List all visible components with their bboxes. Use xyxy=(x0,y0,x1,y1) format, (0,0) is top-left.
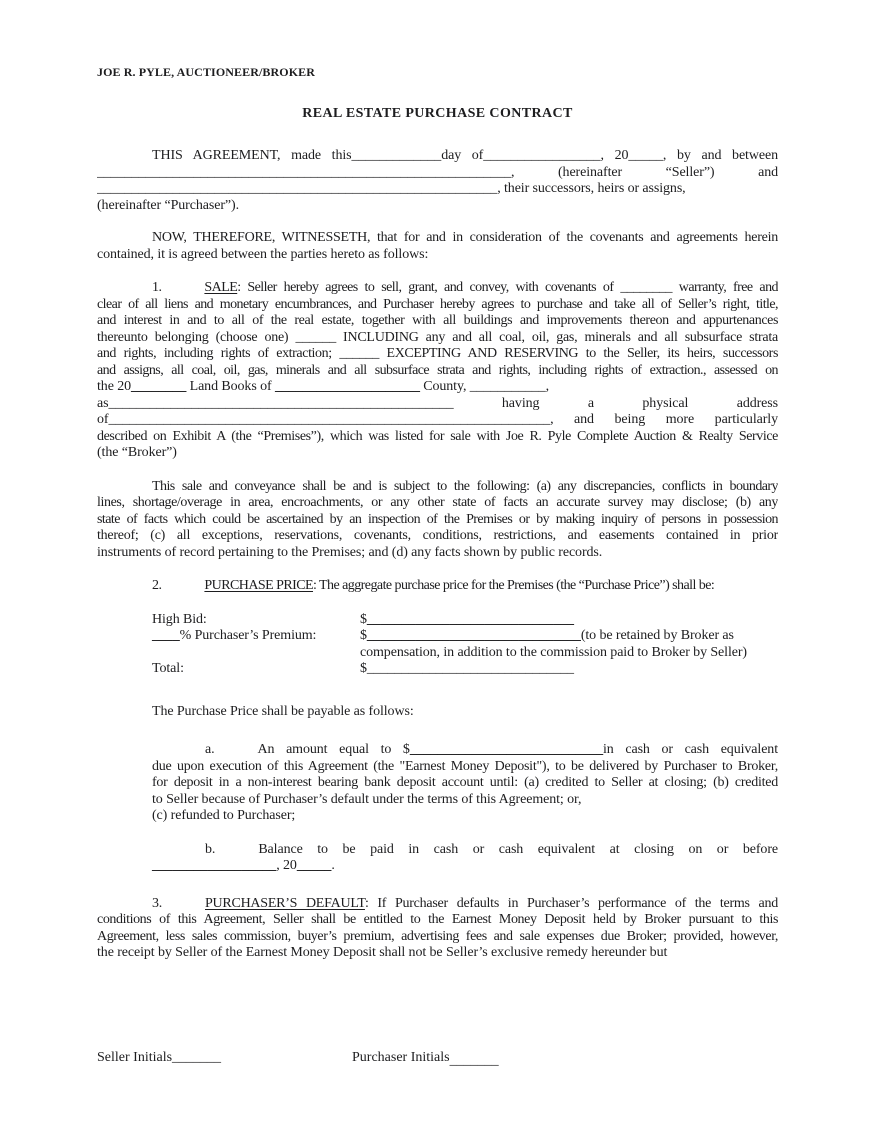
earnest-money-blank-field: ____________________________ xyxy=(409,742,604,757)
subject-line-3: state of facts which could be ascertained by an inspection of the Premises or by making inquiry of persons in possession xyxy=(97,511,778,527)
purchaser-initials-label: Purchaser Initials xyxy=(352,1050,450,1065)
closing-year-blank-field: _____ xyxy=(296,858,332,873)
high-bid-label: High Bid: xyxy=(152,611,207,627)
item-b xyxy=(97,842,778,875)
section1-line-9: of________________________________________________________________, and being more particularly xyxy=(97,412,778,427)
section3-text: : If Purchaser defaults in Purchaser’s performance of the terms and xyxy=(364,895,778,911)
high-bid-row xyxy=(97,612,778,629)
payable-text: The Purchase Price shall be payable as follows: xyxy=(152,703,414,719)
item-a xyxy=(97,742,778,825)
section1-line-1 xyxy=(97,280,778,297)
document-title: REAL ESTATE PURCHASE CONTRACT xyxy=(302,105,573,121)
subject-line-5: instruments of record pertaining to the Premises; and (d) any facts shown by public records. xyxy=(97,544,603,560)
subject-line-1 xyxy=(97,479,778,496)
section1-line-2: clear of all liens and monetary encumbrances, and Purchaser hereby agrees to purchase and take all of Seller’s right, title, xyxy=(97,296,778,312)
item-b-line-1 xyxy=(97,842,778,859)
total-blank-field: ______________________________ xyxy=(366,661,574,676)
payable-paragraph xyxy=(97,704,778,721)
premium-note-1: (to be retained by Broker as xyxy=(580,628,734,643)
item-a-text: for deposit in a non-interest bearing bank deposit account until: (a) credited to Seller at closing; (b) credited xyxy=(152,775,778,790)
section1-text: : Seller hereby agrees to sell, grant, and convey, with covenants of ________ warranty, free and xyxy=(237,280,778,295)
dollar-sign: $ xyxy=(402,742,410,757)
item-a-line-2 xyxy=(97,759,778,776)
line-end-comma: , xyxy=(545,379,550,394)
item-a-text: An amount equal to xyxy=(257,742,403,757)
item-b-text: Balance to be paid in cash or cash equivalent at closing on or before xyxy=(258,841,778,857)
section1-line-10: described on Exhibit A (the “Premises”), which was listed for sale with Joe R. Pyle Complete Auction & Realty Service xyxy=(97,428,778,444)
dollar-sign: $ xyxy=(360,628,367,643)
section3-number: 3. xyxy=(152,895,162,911)
subject-paragraph xyxy=(97,479,778,562)
state-blank-field: ___________ xyxy=(469,379,546,394)
section1-line-6: and assigns, all coal, oil, gas, minerals and all subsurface strata and rights, including rights of extraction., assessed on xyxy=(97,362,778,378)
land-books-text: the 20 xyxy=(97,379,132,394)
premium-blank-field: _______________________________ xyxy=(366,628,581,643)
witnesseth-text: NOW, THEREFORE, WITNESSETH, that for and in consideration of the covenants and agreements herein xyxy=(152,230,778,245)
item-a-text: in cash or cash equivalent xyxy=(603,742,778,757)
subject-line-4: thereof; (c) all exceptions, reservations, covenants, conditions, restrictions, and easements contained in prior xyxy=(97,528,778,543)
section1-line-3: and interest in and to all of the real estate, together with all buildings and improvements thereon and appurtenances xyxy=(97,313,778,328)
item-a-line-3 xyxy=(97,775,778,792)
land-books-text: Land Books of xyxy=(186,379,275,394)
initials-footer xyxy=(97,1049,778,1066)
dollar-sign: $ xyxy=(360,661,367,676)
item-a-marker: a. xyxy=(205,742,215,757)
item-b-text: . xyxy=(331,858,335,873)
premium-note-2: compensation, in addition to the commission paid to Broker by Seller) xyxy=(360,644,747,660)
intro-paragraph xyxy=(97,148,778,214)
item-a-line-4 xyxy=(97,792,778,809)
witnesseth-line-2: contained, it is agreed between the parties hereto as follows: xyxy=(97,246,429,262)
section2-text: : The aggregate purchase price for the Premises (the “Purchase Price”) shall be: xyxy=(313,578,715,593)
item-a-text: to Seller because of Purchaser’s default under the terms of this Agreement; or, xyxy=(152,791,582,807)
item-b-marker: b. xyxy=(205,841,216,857)
item-b-text: , 20 xyxy=(276,858,297,873)
land-books-blank-field: _____________________ xyxy=(274,379,420,394)
page-content xyxy=(97,64,778,962)
section2-line-1 xyxy=(97,578,778,595)
premium-row xyxy=(97,628,778,645)
section1-line-5: and rights, including rights of extraction; ______ EXCEPTING AND RESERVING to the Seller, its heirs, successors xyxy=(97,346,778,361)
premium-note-row xyxy=(97,645,778,662)
closing-date-blank-field: __________________ xyxy=(152,858,277,873)
intro-text: THIS AGREEMENT, made this_____________day of_________________, 20_____, by and between xyxy=(152,148,778,163)
section3-line-1 xyxy=(97,896,778,913)
witnesseth-paragraph xyxy=(97,230,778,263)
item-a-text: (c) refunded to Purchaser; xyxy=(152,808,296,823)
item-b-line-2 xyxy=(97,858,778,875)
seller-initials-blank-field: _______ xyxy=(172,1050,222,1065)
section1-line-4: thereunto belonging (choose one) ______ INCLUDING any and all coal, oil, gas, minerals and all subsurface strata xyxy=(97,329,778,345)
section1-line-7 xyxy=(97,379,778,396)
premium-label-text: % Purchaser’s Premium: xyxy=(179,628,317,643)
purchaser-initials-group xyxy=(352,1049,499,1066)
intro-line-3: __________________________________________________________, their successors, heirs or assigns, xyxy=(97,181,686,196)
item-a-text: due upon execution of this Agreement (the "Earnest Money Deposit"), to be delivered by Purchaser to Broker, xyxy=(152,758,778,774)
purchaser-initials-blank-field: _______ xyxy=(449,1053,499,1068)
witnesseth-line-1 xyxy=(97,230,778,247)
item-a-line-1 xyxy=(97,742,778,759)
intro-line-1 xyxy=(97,148,778,165)
section1-number: 1. xyxy=(152,280,162,295)
section-1-sale xyxy=(97,280,778,462)
county-text: County, xyxy=(419,379,470,394)
section3-line-3: Agreement, less sales commission, buyer’s premium, advertising fees and sale expenses due Broker; provided, however, xyxy=(97,928,778,944)
section3-line-4: the receipt by Seller of the Earnest Money Deposit shall not be Seller’s exclusive remedy hereunder but xyxy=(97,945,668,960)
item-a-line-5 xyxy=(97,808,778,825)
letterhead: JOE R. PYLE, AUCTIONEER/BROKER xyxy=(97,65,316,79)
high-bid-blank-field: ______________________________ xyxy=(366,611,574,627)
total-label: Total: xyxy=(152,661,184,676)
section3-line-2: conditions of this Agreement, Seller shall be entitled to the Earnest Money Deposit held by Broker pursuant to this xyxy=(97,912,778,927)
dollar-sign: $ xyxy=(360,611,367,627)
total-row xyxy=(97,661,778,678)
subject-text: This sale and conveyance shall be and is subject to the following: (a) any discrepancies, conflicts in boundary xyxy=(152,478,778,494)
section2-heading: PURCHASE PRICE xyxy=(204,578,314,593)
section1-line-11: (the “Broker”) xyxy=(97,445,177,460)
section1-heading: SALE xyxy=(204,280,238,295)
section-2-purchase-price xyxy=(97,578,778,595)
seller-initials-label: Seller Initials xyxy=(97,1050,173,1065)
premium-percent-blank-field: ____ xyxy=(152,628,180,643)
section2-number: 2. xyxy=(152,578,162,593)
section3-heading: PURCHASER’S DEFAULT xyxy=(205,895,365,911)
payable-line xyxy=(97,704,778,721)
year-blank-field: ________ xyxy=(131,379,187,394)
price-table xyxy=(97,612,778,678)
subject-line-2: lines, shortage/overage in area, encroachments, or any other state of facts an accurate survey may disclose; (b) any xyxy=(97,495,778,510)
section1-line-8: as__________________________________________________ having a physical address xyxy=(97,395,778,411)
intro-line-2: ____________________________________________________________, (hereinafter “Seller”) and xyxy=(97,164,778,180)
intro-line-4: (hereinafter “Purchaser”). xyxy=(97,197,239,213)
premium-label xyxy=(152,628,360,645)
section-3-purchasers-default xyxy=(97,896,778,962)
